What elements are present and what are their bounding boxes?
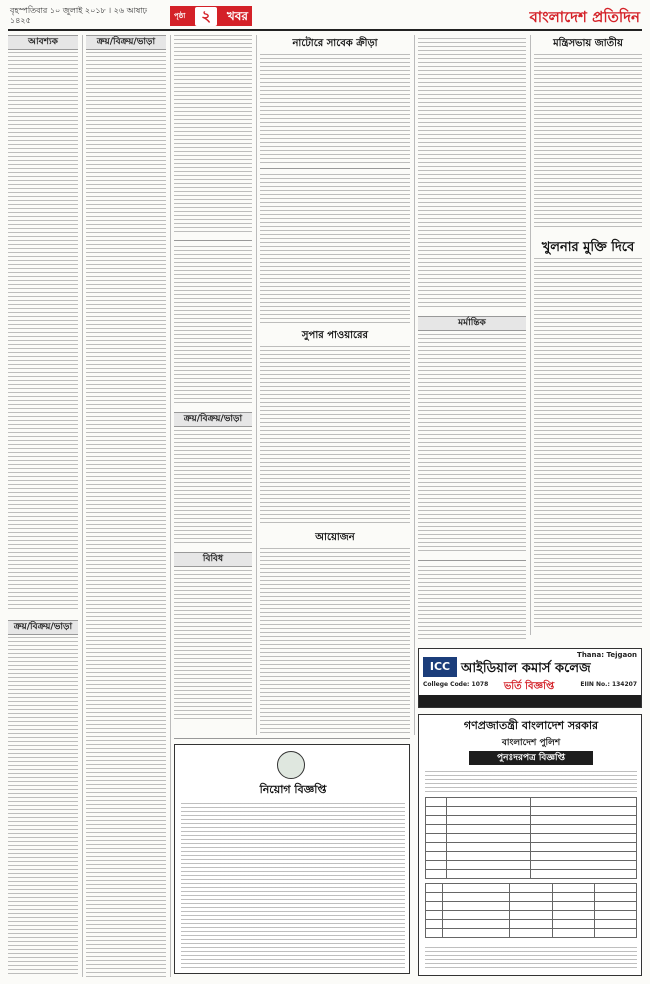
center-mid-article (260, 346, 410, 526)
col3-mid-article (174, 246, 252, 406)
col3-rule-a (174, 240, 252, 241)
buy-sell-header: ক্রয়/বিক্রয়/ভাড়া (86, 35, 166, 50)
center-top-headline: নাটোরে সাবেক ক্রীড়া (292, 38, 378, 49)
header-rule (8, 29, 642, 31)
gov-tender-notice (418, 714, 642, 976)
gov-subtitle: বাংলাদেশ পুলিশ (501, 738, 561, 748)
col-rule-1 (82, 35, 83, 977)
center-right-rule (418, 560, 526, 561)
page-number: ২ (195, 7, 217, 26)
classified-header: আবশ্যক (8, 35, 78, 50)
college-logo: ICC (423, 657, 457, 677)
khulna-article (534, 258, 642, 628)
center-lower-headline: আয়োজন (315, 532, 355, 543)
college-eiin: EIIN No.: 134207 (580, 681, 637, 688)
lower-rule (174, 738, 410, 739)
college-admission-label: ভর্তি বিজ্ঞপ্তি (503, 681, 555, 692)
date-line: বৃহস্পতিবার ১০ জুলাই ২০১৮ । ২৬ আষাঢ় ১৪২৫ (10, 6, 148, 25)
classified-text-block (8, 52, 78, 612)
col-rule-2 (170, 35, 171, 977)
right-top-article (534, 54, 642, 229)
section-label: খবর (226, 9, 248, 23)
center-right-article (418, 38, 526, 308)
buy-sell-text-block (86, 52, 166, 977)
college-thana: Thana: Tejgaon (577, 651, 637, 659)
misc-text-block (174, 570, 252, 720)
center-lower-article (260, 548, 410, 733)
obituary-header: মর্মান্তিক (418, 316, 526, 331)
page-section-badge (170, 6, 252, 26)
center-right-article-2 (418, 566, 526, 641)
col-rule-4 (414, 35, 415, 735)
col3-top-article (174, 35, 252, 235)
gov-notice-bar: পুনঃদরপত্র বিজ্ঞপ্তি (469, 751, 593, 765)
college-code: College Code: 1078 (423, 681, 489, 688)
emblem-icon (277, 751, 305, 779)
center-rule-a (260, 168, 410, 169)
obituary-text (418, 334, 526, 554)
misc-header: বিবিধ (174, 552, 252, 567)
buy-sell-header-2: ক্রয়/বিক্রয়/ভাড়া (174, 412, 252, 427)
recruitment-title: নিয়োগ বিজ্ঞপ্তি (259, 783, 327, 796)
khulna-headline: খুলনার মুক্তি দিবে (541, 240, 635, 255)
college-admission-ad (418, 648, 642, 708)
recruitment-body (181, 803, 405, 969)
center-top-article (260, 54, 410, 164)
brand-logo: বাংলাদেশ প্রতিদিন (529, 8, 640, 26)
gov-table-2 (425, 883, 637, 938)
col3-classified-block (174, 430, 252, 545)
buy-sell-header-left: ক্রয়/বিক্রয়/ভাড়া (8, 620, 78, 635)
recruitment-notice (174, 744, 410, 974)
gov-intro-text (425, 771, 637, 793)
college-footer-bar (419, 695, 641, 707)
gov-title: গণপ্রজাতন্ত্রী বাংলাদেশ সরকার (463, 719, 599, 732)
gov-table-1 (425, 797, 637, 879)
college-name: আইডিয়াল কমার্স কলেজ (461, 661, 591, 676)
col-rule-5 (530, 35, 531, 635)
page-label: পৃষ্ঠা (174, 12, 186, 20)
classified-text-block-2 (8, 637, 78, 977)
gov-footer-text (425, 947, 637, 971)
right-top-headline: মন্ত্রিসভায় জাতীয় (553, 38, 623, 49)
center-mid-headline: সুপার পাওয়ারের (301, 330, 369, 341)
col-rule-3 (256, 35, 257, 735)
center-article-2 (260, 174, 410, 324)
